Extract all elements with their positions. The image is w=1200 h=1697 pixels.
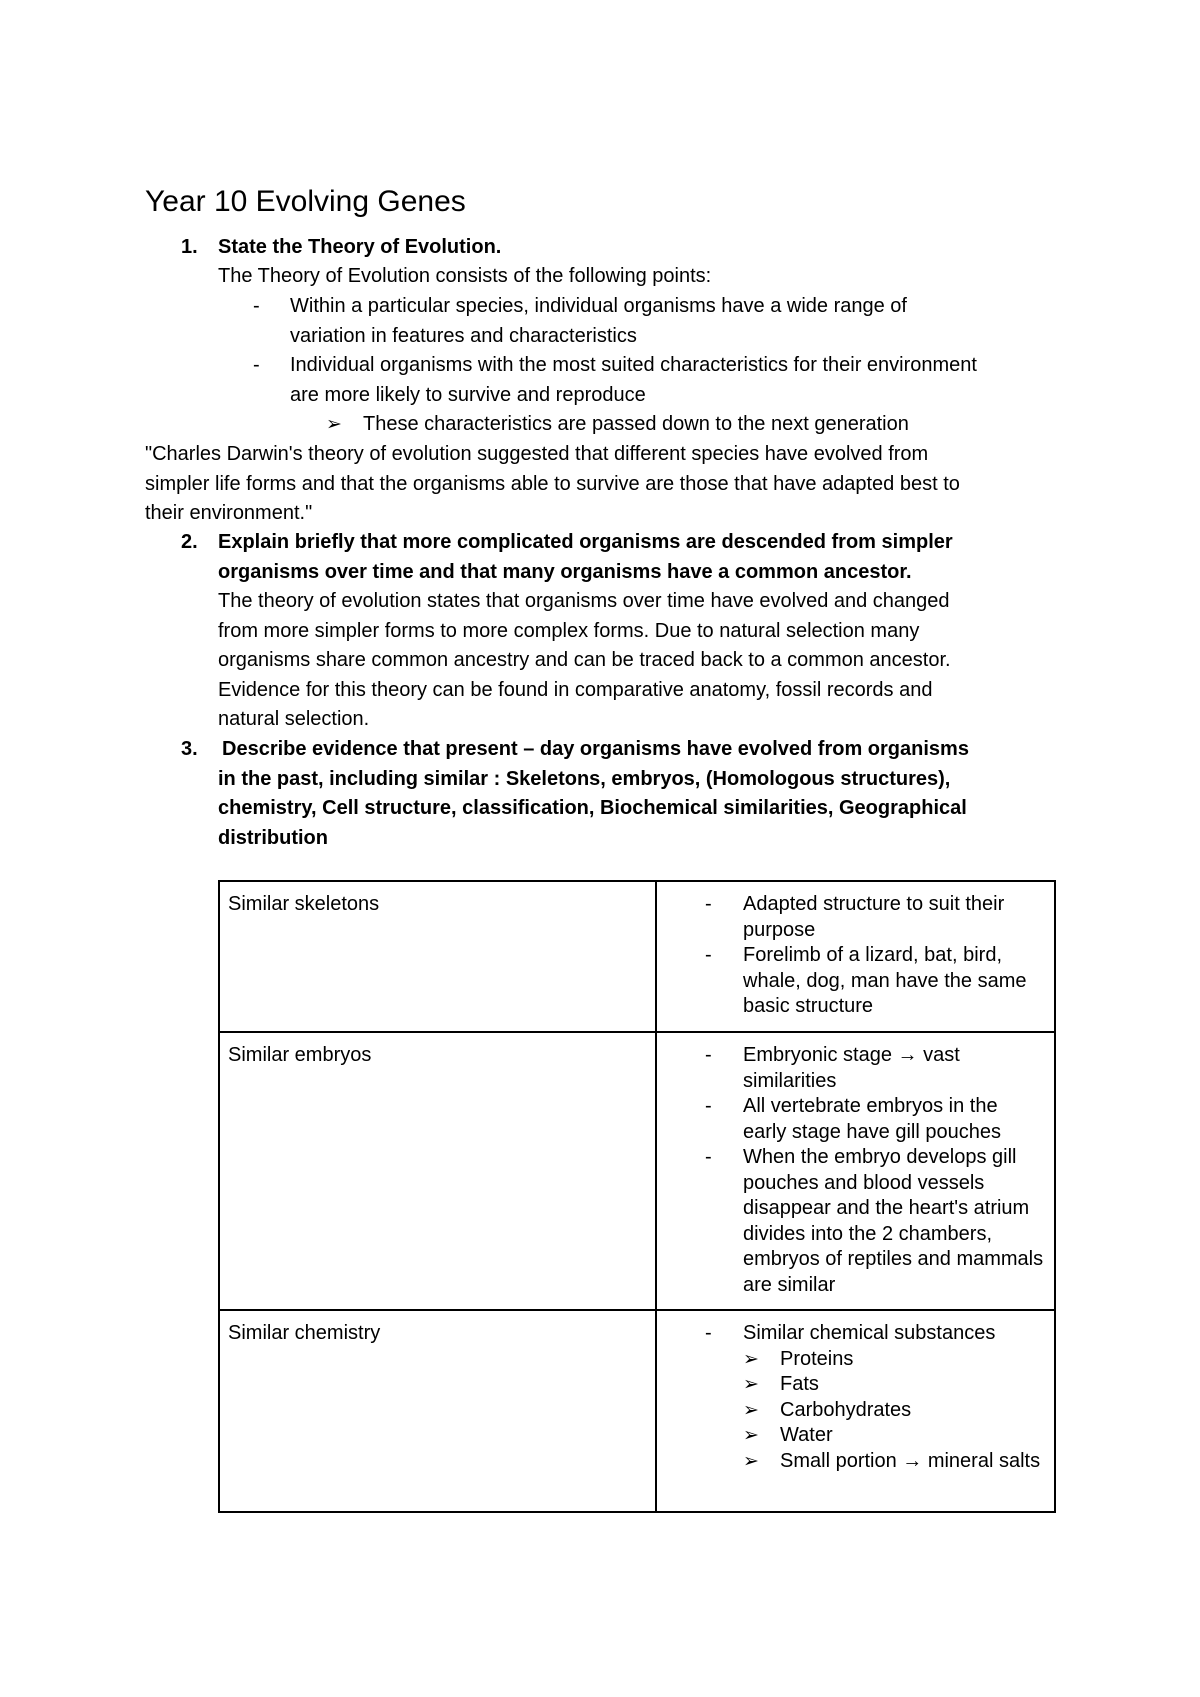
text-line: "Charles Darwin's theory of evolution suggested that different species have evolved from — [145, 443, 929, 465]
list-item — [665, 1145, 1046, 1298]
text-line: in the past, including similar : Skeletons, embryos, (Homologous structures), — [218, 767, 951, 790]
list-item — [665, 1321, 1046, 1474]
bullet-dash: - — [253, 295, 260, 317]
list-item — [665, 943, 1046, 1020]
list-item — [665, 1043, 1046, 1094]
sub-list-item — [743, 1347, 1046, 1373]
page-title: Year 10 Evolving Genes — [145, 185, 466, 218]
text-line: are more likely to survive and reproduce — [290, 383, 646, 406]
list-item — [665, 1094, 1046, 1145]
sub-list-item-text: Water — [780, 1424, 833, 1446]
detail-list — [665, 1043, 1046, 1298]
arrow-bullet-icon: ➢ — [743, 1450, 759, 1472]
sub-list-item-text: Small portion → mineral salts — [780, 1449, 1041, 1472]
text-line: their environment." — [145, 502, 313, 524]
list-item — [665, 892, 1046, 943]
text-line: natural selection. — [218, 708, 370, 730]
question-1-number: 1. — [181, 236, 198, 258]
list-item-text: When the embryo develops gill pouches and blood vessels disappear and the heart's atrium divides into the 2 chambers, embryos of reptiles and mammals are similar — [743, 1146, 1044, 1296]
table-row — [219, 881, 1055, 1032]
bullet-dash: - — [705, 1044, 712, 1066]
table-row — [219, 1032, 1055, 1310]
sub-list-item — [743, 1423, 1046, 1449]
table-cell-label: Similar chemistry — [219, 1310, 656, 1512]
text-line: Within a particular species, individual organisms have a wide range of — [290, 295, 907, 317]
detail-list — [665, 1321, 1046, 1474]
list-item-text: Forelimb of a lizard, bat, bird, whale, dog, man have the same basic structure — [743, 944, 1027, 1017]
bullet-dash: - — [705, 893, 712, 915]
text-line: simpler life forms and that the organisms able to survive are those that have adapted best to — [145, 472, 960, 495]
text-line: organisms over time and that many organisms have a common ancestor. — [218, 560, 912, 583]
list-item-text: All vertebrate embryos in the early stage have gill pouches — [743, 1095, 1001, 1143]
question-1-point-2 — [290, 351, 977, 410]
sub-list-item-text: Fats — [780, 1373, 819, 1395]
bullet-dash: - — [705, 1322, 712, 1344]
sub-list-item-text: Proteins — [780, 1347, 854, 1370]
table-cell-details — [656, 1310, 1055, 1512]
bullet-dash: - — [253, 354, 260, 376]
question-2-heading — [218, 528, 953, 587]
text-line: Describe evidence that present – day organisms have evolved from organisms — [222, 738, 969, 760]
text-line: variation in features and characteristics — [290, 324, 637, 347]
arrow-bullet-icon: ➢ — [326, 414, 342, 435]
question-1-heading: State the Theory of Evolution. — [218, 236, 502, 258]
arrow-bullet-icon: ➢ — [743, 1399, 759, 1421]
text-line: The theory of evolution states that organisms over time have evolved and changed — [218, 590, 950, 612]
text-line: Individual organisms with the most suited characteristics for their environment — [290, 354, 977, 376]
text-line: chemistry, Cell structure, classification, Biochemical similarities, Geographical — [218, 797, 967, 819]
text-line: from more simpler forms to more complex forms. Due to natural selection many — [218, 619, 920, 642]
sub-list-item — [743, 1449, 1046, 1475]
arrow-bullet-icon: ➢ — [743, 1374, 759, 1395]
question-1-intro: The Theory of Evolution consists of the following points: — [218, 265, 712, 287]
table-cell-label: Similar embryos — [219, 1032, 656, 1310]
question-2-number: 2. — [181, 531, 198, 553]
text-line: distribution — [218, 826, 328, 849]
list-item-text: Similar chemical substances — [743, 1322, 996, 1344]
table-cell-label: Similar skeletons — [219, 881, 656, 1032]
text-line: Evidence for this theory can be found in comparative anatomy, fossil records and — [218, 678, 933, 701]
table-cell-details — [656, 881, 1055, 1032]
list-item-text: Embryonic stage → vast similarities — [743, 1044, 960, 1092]
sub-list-item-text: Carbohydrates — [780, 1398, 912, 1421]
sub-list — [743, 1347, 1046, 1475]
arrow-bullet-icon: ➢ — [743, 1348, 759, 1370]
detail-list — [665, 892, 1046, 1020]
bullet-dash: - — [705, 944, 712, 966]
table-cell-details — [656, 1032, 1055, 1310]
question-2-answer — [218, 587, 951, 735]
sub-list-item — [743, 1372, 1046, 1398]
list-item-text: Adapted structure to suit their purpose — [743, 893, 1005, 941]
question-1-point-1 — [290, 292, 907, 351]
darwin-quote — [145, 440, 960, 529]
table-row — [219, 1310, 1055, 1512]
bullet-dash: - — [705, 1146, 712, 1168]
text-line: Explain briefly that more complicated organisms are descended from simpler — [218, 531, 953, 553]
text-line: organisms share common ancestry and can be traced back to a common ancestor. — [218, 649, 951, 671]
sub-list-item — [743, 1398, 1046, 1424]
evidence-table — [218, 880, 1056, 1513]
arrow-bullet-icon: ➢ — [743, 1425, 759, 1446]
bullet-dash: - — [705, 1095, 712, 1117]
question-3-heading — [218, 735, 969, 853]
question-3-number: 3. — [181, 738, 198, 760]
question-1-subpoint: These characteristics are passed down to the next generation — [363, 413, 909, 435]
